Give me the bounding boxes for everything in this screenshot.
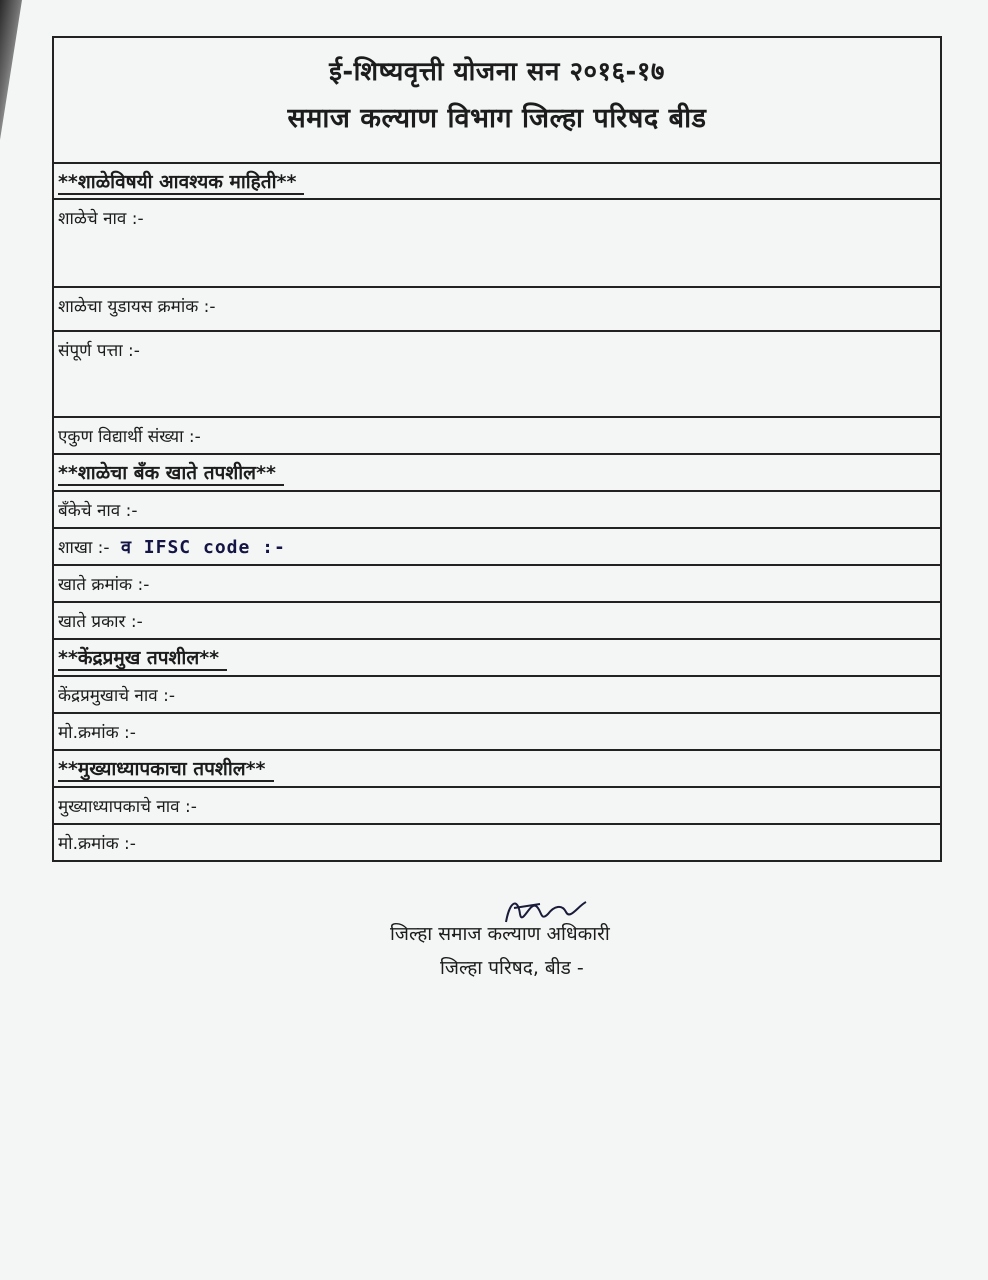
- field-label: खाते प्रकार :-: [58, 612, 143, 632]
- field-headmaster-mobile[interactable]: [54, 825, 940, 862]
- signatory-block: [390, 920, 610, 980]
- field-label: एकुण विद्यार्थी संख्या :-: [58, 427, 201, 447]
- field-label: मुख्याध्यापकाचे नाव :-: [58, 797, 197, 817]
- form-subtitle: समाज कल्याण विभाग जिल्हा परिषद बीड: [287, 103, 707, 134]
- field-udise-number[interactable]: [54, 288, 940, 332]
- field-school-name[interactable]: [54, 200, 940, 288]
- field-label: बँकेचे नाव :-: [58, 501, 138, 521]
- paper-edge-shadow: [0, 0, 22, 140]
- form-title: ई-शिष्यवृत्ती योजना सन २०१६-१७: [329, 57, 665, 87]
- section-heading: **शाळेविषयी आवश्यक माहिती**: [58, 171, 304, 195]
- form-table: [52, 36, 942, 862]
- field-cluster-head-name[interactable]: [54, 677, 940, 714]
- field-full-address[interactable]: [54, 332, 940, 418]
- field-label: संपूर्ण पत्ता :-: [58, 341, 140, 361]
- field-bank-name[interactable]: [54, 492, 940, 529]
- field-label: शाळेचे नाव :-: [58, 209, 144, 229]
- section-heading: **शाळेचा बँक खाते तपशील**: [58, 462, 284, 486]
- field-label: केंद्रप्रमुखाचे नाव :-: [58, 686, 175, 706]
- section-bank-details: [54, 455, 940, 492]
- form-header: [54, 38, 940, 164]
- officer-title: जिल्हा समाज कल्याण अधिकारी: [390, 923, 610, 945]
- field-headmaster-name[interactable]: [54, 788, 940, 825]
- section-heading: **मुख्याध्यापकाचा तपशील**: [58, 758, 274, 782]
- section-heading: **केंद्रप्रमुख तपशील**: [58, 647, 227, 671]
- handwritten-ifsc-label: व IFSC code :-: [120, 537, 286, 558]
- section-headmaster: [54, 751, 940, 788]
- field-account-number[interactable]: [54, 566, 940, 603]
- field-total-students[interactable]: [54, 418, 940, 455]
- field-label: शाखा :-: [58, 538, 110, 558]
- field-label: मो.क्रमांक :-: [58, 834, 136, 854]
- field-account-type[interactable]: [54, 603, 940, 640]
- field-cluster-head-mobile[interactable]: [54, 714, 940, 751]
- officer-office: जिल्हा परिषद, बीड -: [440, 957, 584, 979]
- section-cluster-head: [54, 640, 940, 677]
- field-label: खाते क्रमांक :-: [58, 575, 150, 595]
- field-label: मो.क्रमांक :-: [58, 723, 136, 743]
- field-branch-ifsc[interactable]: [54, 529, 940, 566]
- field-label: शाळेचा युडायस क्रमांक :-: [58, 297, 216, 317]
- section-school-info: [54, 164, 940, 200]
